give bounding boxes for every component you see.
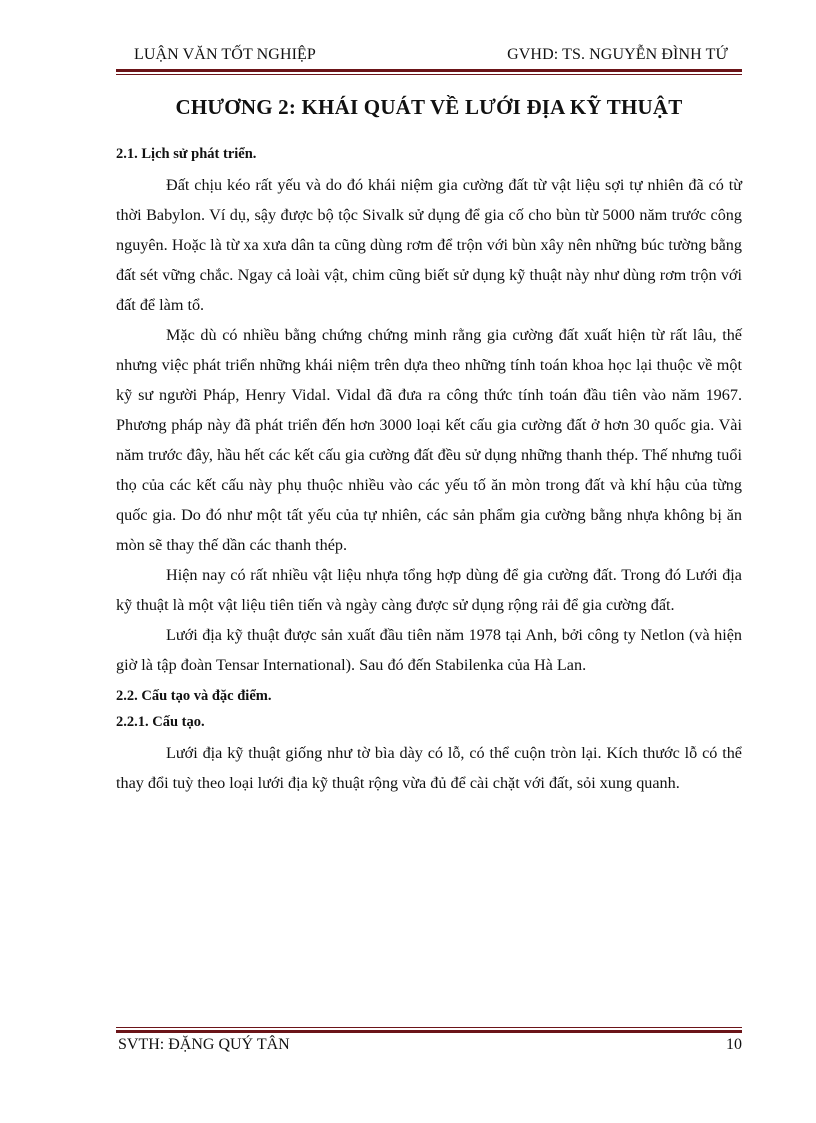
header-thesis-label: LUẬN VĂN TỐT NGHIỆP <box>134 46 316 63</box>
page-header <box>116 46 742 68</box>
section-2-1-paragraph-2: Mặc dù có nhiều bằng chứng chứng minh rằng gia cường đất xuất hiện từ rất lâu, thế nhưng việc phát triển những khái niệm trên dựa theo những tính toán khoa học lại thuộc về một kỹ sư người Pháp, Henry Vidal. Vidal đã đưa ra công thức tính toán đầu tiên vào năm 1967. Phương pháp này đã phát triển đến hơn 3000 loại kết cấu gia cường đất ở hơn 30 quốc gia. Vài năm trước đây, hầu hết các kết cấu gia cường đất đều sử dụng những thanh thép. Thế nhưng tuổi thọ của các kết cấu này phụ thuộc nhiều vào các yếu tố ăn mòn trong đất và khí hậu của từng quốc gia. Do đó như một tất yếu của tự nhiên, các sản phẩm gia cường bằng nhựa không bị ăn mòn sẽ thay thế dần các thanh thép. <box>116 326 742 554</box>
section-2-1-heading: 2.1. Lịch sử phát triển. <box>116 146 257 162</box>
section-2-2-heading: 2.2. Cấu tạo và đặc điểm. <box>116 688 272 704</box>
footer-rule-thin <box>116 1027 742 1028</box>
header-rule-thin <box>116 74 742 75</box>
page-number: 10 <box>726 1036 742 1053</box>
section-2-2-1-paragraph-1: Lưới địa kỹ thuật giống như tờ bìa dày có lỗ, có thể cuộn tròn lại. Kích thước lỗ có thể thay đổi tuỳ theo loại lưới địa kỹ thuật rộng vừa đủ để cài chặt với đất, sỏi xung quanh. <box>116 744 742 792</box>
section-2-2-1-heading: 2.2.1. Cấu tạo. <box>116 714 205 730</box>
section-2-1-paragraph-1: Đất chịu kéo rất yếu và do đó khái niệm gia cường đất từ vật liệu sợi tự nhiên đã có từ thời Babylon. Ví dụ, sậy được bộ tộc Sivalk sử dụng để gia cố cho bùn từ 5000 năm trước công nguyên. Hoặc là từ xa xưa dân ta cũng dùng rơm để trộn với bùn xây nên những búc tường bằng đất sét vững chắc. Ngay cả loài vật, chim cũng biết sử dụng kỹ thuật này như dùng rơm trộn với đất để làm tổ. <box>116 176 742 314</box>
header-rule-thick <box>116 69 742 72</box>
page-body <box>116 144 742 798</box>
header-advisor: GVHD: TS. NGUYỄN ĐÌNH TỨ <box>507 46 728 63</box>
chapter-title: CHƯƠNG 2: KHÁI QUÁT VỀ LƯỚI ĐỊA KỸ THUẬT <box>175 95 683 119</box>
section-2-1-paragraph-3: Hiện nay có rất nhiều vật liệu nhựa tổng hợp dùng để gia cường đất. Trong đó Lưới địa kỹ thuật là một vật liệu tiên tiến và ngày càng được sử dụng rộng rải để gia cường đất. <box>116 566 742 614</box>
footer-rule-thick <box>116 1030 742 1033</box>
section-2-1-paragraph-4: Lưới địa kỹ thuật được sản xuất đầu tiên năm 1978 tại Anh, bởi công ty Netlon (và hiện giờ là tập đoàn Tensar International). Sau đó đến Stabilenka của Hà Lan. <box>116 626 742 674</box>
footer-student: SVTH: ĐẶNG QUÝ TÂN <box>118 1036 290 1053</box>
